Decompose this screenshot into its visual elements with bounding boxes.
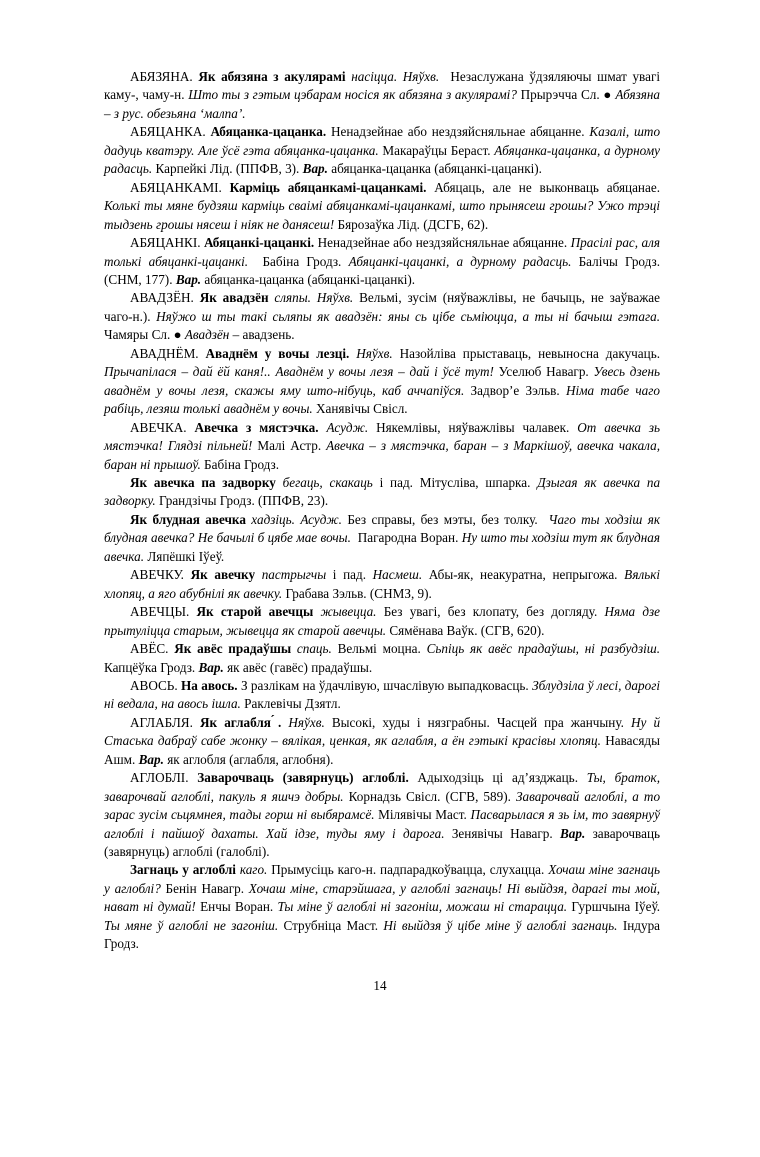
example: Няўжо ш ты такі сьляпы як авадзён: яны сь цібе сьміюцца, а ты ні бачыш гэтага. xyxy=(156,308,660,324)
source: Зенявічы Навагр. xyxy=(451,825,553,841)
example: Казалі, што дадуць кватэру. Але ўсё гэта абяцанка-цацанка. xyxy=(104,124,661,158)
page-number: 14 xyxy=(373,978,387,993)
idiom: Аваднём у вочы лезці. xyxy=(205,345,350,361)
example: Заварочвай аглоблі, а то зарас зусім сьцямнея, тады горш ні выбярамсё. xyxy=(104,788,661,823)
example: Прычапілася – дай ёй каня!.. Аваднём у вочы лезя – дай і ўсё тут! xyxy=(104,364,494,380)
example: Што ты з гэтым цэбарам носіся як абязяна з акулярамі? xyxy=(188,87,517,103)
idiom-tail: каго. xyxy=(239,862,268,878)
source: Грабава Зэльв. (СНМЗ, 9). xyxy=(285,585,432,601)
example: Увесь дзень аваднём у вочы лезя, скажы яму што-нібуць, каб аччапіўся. xyxy=(104,364,660,398)
example: Ну што ты ходзіш тут як блудная авечка. xyxy=(104,530,660,564)
source: Чамяры Сл. xyxy=(104,327,171,343)
variant-label: Вар. xyxy=(302,161,328,177)
dictionary-entry-aglablya xyxy=(104,714,660,769)
source: Струбніца Маст. xyxy=(283,917,379,933)
usage-label: Няўхв. xyxy=(316,290,354,306)
source: Макараўцы Бераст. xyxy=(382,142,491,158)
idiom: Авечка з мястэчка. xyxy=(194,419,319,435)
source: Раклевічы Дзятл. xyxy=(244,696,341,712)
idiom: Загнаць у аглоблі xyxy=(130,862,236,878)
source: Задвор’е Зэльв. xyxy=(470,382,560,398)
definition: Вельмі моцна. xyxy=(337,641,421,657)
page-body xyxy=(104,68,660,954)
definition: Без справы, без мэты, без толку. xyxy=(347,511,538,527)
example: Колькі ты мяне будзяш карміць сваімі абяцанкамі-цацанкамі, што прынясеш грошы? Ужо трэці тыдзень грошы нясеш і ніяк не данясеш! xyxy=(104,198,660,232)
idiom: Як авадзён xyxy=(199,290,269,306)
usage-label: Асудж. xyxy=(326,419,369,435)
definition: Ненадзейнае або нездзяйсняльнае абяцанне. xyxy=(317,235,568,251)
example: Авечка – з мястэчка, баран – з Маркішоў, авечка чакала, баран ні прышоў. xyxy=(104,438,660,472)
source: Індура Гродз. xyxy=(104,917,661,952)
idiom-tail: хадзіць. xyxy=(251,511,295,527)
idiom-tail: пастрыгчы xyxy=(261,567,327,583)
definition: Высокі, худы і нязграбны. Часцей пра жанчыну. xyxy=(331,714,624,730)
source: Ляпёшкі Іўеў. xyxy=(147,548,225,564)
example: Пасварылася я зь ім, то завярнуў аглоблі і пайшоў дахаты. Хай ідзе, туды яму і дарога. xyxy=(104,807,661,841)
example: Ні выйдзя ў цібе міне ў аглоблі загнаць. xyxy=(383,917,618,933)
example: Хочаш міне, старэйшага, у аглоблі загнаць! Ні выйдзя, дарагі ты мой, нават ні думай! xyxy=(104,880,661,915)
variant-label: Вар. xyxy=(198,659,224,675)
source: Бенін Навагр. xyxy=(165,880,245,896)
source: Гуршчына Іўеў. xyxy=(571,899,661,915)
dictionary-entry-abyazyana xyxy=(104,68,660,123)
dictionary-entry-avechka xyxy=(104,419,660,474)
idiom-tail: жывецца. xyxy=(320,604,377,620)
dictionary-entry-avyos xyxy=(104,640,660,677)
idiom: Як авечку xyxy=(190,567,256,583)
definition: Без увагі, без клопату, без догляду. xyxy=(383,604,598,620)
dictionary-entry-avechku xyxy=(104,566,660,603)
source: Бабіна Гродз. xyxy=(204,456,280,472)
headword: АГЛАБЛЯ. xyxy=(130,714,193,730)
example: Зблудзіла ў лесі, дарогі ні ведала, на авось ішла. xyxy=(104,677,661,712)
dictionary-subentry-zagnac-u-aglobli xyxy=(104,861,660,953)
etymology-note: – авадзень. xyxy=(229,327,295,343)
usage-label: Насмеш. xyxy=(372,567,423,583)
idiom-tail-plain: і пад. xyxy=(379,474,413,490)
dictionary-entry-avadnyom xyxy=(104,345,660,419)
headword: АВОСЬ. xyxy=(130,677,178,693)
example: Дзыгая як авечка па задворку. xyxy=(104,474,661,509)
dictionary-subentry-yak-avechka-pa-zadvorku xyxy=(104,474,660,511)
idiom: Заварочваць (завярнуць) аглоблі. xyxy=(197,770,409,786)
headword: АБЯЗЯНА. xyxy=(130,69,193,84)
usage-label: Няўхв. xyxy=(288,714,325,730)
source: Балічы Гродз. (СНМ, 177). xyxy=(104,253,661,287)
headword: АВЕЧЦЫ. xyxy=(130,604,190,620)
source: Грандзічы Гродз. (ППФВ, 23). xyxy=(158,493,329,509)
idiom: Абяцанкі-цацанкі. xyxy=(203,235,315,251)
source: Навасяды Ашм. xyxy=(104,733,660,767)
idiom-tail: сляпы. xyxy=(274,290,311,306)
source: Бярозаўка Лід. (ДСГБ, 62). xyxy=(337,216,489,232)
dictionary-entry-aglobli xyxy=(104,769,660,861)
source: Корнадзь Свісл. (СГВ, 589). xyxy=(348,788,511,804)
variant-label: Вар. xyxy=(175,271,202,287)
example: Ну й Стаська дабраў сабе жонку – вялікая, ценкая, як аглабля, а ён гэтыкі красівы хлопяц. xyxy=(104,714,661,749)
usage-label: Няўхв. xyxy=(402,69,440,84)
example: Ты мяне ў аглоблі не загоніш. xyxy=(104,917,279,933)
idiom: На авось. xyxy=(181,677,238,693)
variant: як авёс (гавёс) прадаўшы. xyxy=(227,659,373,675)
idiom-tail: бегаць, скакаць xyxy=(282,474,373,490)
dictionary-entry-avechcy xyxy=(104,603,660,640)
dictionary-entry-abyacanki xyxy=(104,234,660,289)
idiom-tail: насіцца. xyxy=(351,69,398,84)
dictionary-subentry-yak-bludnaya-avechka xyxy=(104,511,660,566)
headword: АБЯЦАНКІ. xyxy=(130,235,201,251)
idiom: Карміць абяцанкамі-цацанкамі. xyxy=(229,179,427,195)
idiom: Абяцанка-цацанка. xyxy=(210,124,327,140)
dictionary-entry-avos xyxy=(104,677,660,714)
bullet-marker: ● xyxy=(173,327,182,343)
source: Сямёнава Ваўк. (СГВ, 620). xyxy=(389,622,545,638)
definition: Мітусліва, шпарка. xyxy=(419,474,531,490)
headword: АВЕЧКА. xyxy=(130,419,187,435)
idiom-tail-plain: і пад. xyxy=(332,567,367,583)
example: Хочаш міне загнаць у аглоблі? xyxy=(104,862,661,896)
dictionary-entry-abyacankami xyxy=(104,179,660,234)
definition: Някемлівы, няўважлівы чалавек. xyxy=(376,419,570,435)
dictionary-entry-abyacanka xyxy=(104,123,660,178)
bullet-marker: ● xyxy=(603,87,612,103)
definition: Незаслужана ўдзяляючы шмат увагі каму-, чаму-н. xyxy=(104,69,661,103)
idiom: Як старой авечцы xyxy=(196,604,314,620)
definition: Вельмі, зусім (няўважлівы, не бачыць, не заўважае чаго-н.). xyxy=(104,290,661,324)
definition: Назойліва прыставаць, невыносна дакучаць. xyxy=(399,345,661,361)
idiom: Як авёс прадаўшы xyxy=(174,641,292,657)
variant: заварочваць (завярнуць) аглоблі (галоблі). xyxy=(104,825,661,860)
source: Капцёўка Гродз. xyxy=(104,659,196,675)
definition: З разлікам на ўдачлівую, шчаслівую выпадковасць. xyxy=(240,677,529,693)
usage-label: Асудж. xyxy=(300,511,342,527)
headword: АВЕЧКУ. xyxy=(130,567,184,583)
idiom: Як аглабля ́. xyxy=(200,714,282,730)
dictionary-entry-avadzyon xyxy=(104,289,660,344)
headword: АВАДНЁМ. xyxy=(130,345,199,361)
source: Ханявічы Свісл. xyxy=(316,401,408,417)
example: Няма дзе прытуліцца старым, жывецца як старой авечцы. xyxy=(104,604,661,638)
idiom: Як авечка па задворку xyxy=(130,474,276,490)
source: Карпейкі Лід. (ППФВ, 3). xyxy=(155,161,300,177)
source: Уселюб Навагр. xyxy=(498,364,589,380)
definition: Адыходзіць ці ад’язджаць. xyxy=(417,770,578,786)
idiom: Як абязяна з акулярамі xyxy=(198,69,346,84)
usage-label: Няўхв. xyxy=(356,345,393,361)
example: Німа табе чаго рабіць, лезяш толькі аваднём у вочы. xyxy=(104,382,661,417)
source: Прырэчча Сл. xyxy=(520,87,600,103)
etymology-note: Абязяна – з рус. обезьяна ‘малпа’. xyxy=(104,87,661,121)
example: Прасілі рас, аля толькі абяцанкі-цацанкі. xyxy=(104,235,660,269)
definition: Абы-як, неакуратна, непрыгожа. xyxy=(428,567,618,583)
example: Ты, браток, заварочвай аглоблі, пакуль я яшчэ добры. xyxy=(104,770,661,804)
variant-label: Вар. xyxy=(560,825,586,841)
headword: АБЯЦАНКАМІ. xyxy=(130,179,222,195)
definition: Абяцаць, але не выконваць абяцанае. xyxy=(434,179,660,195)
headword: АБЯЦАНКА. xyxy=(130,124,206,140)
variant: абяцанка-цацанка (абяцанкі-цацанкі). xyxy=(331,161,542,177)
idiom-tail: спаць. xyxy=(296,641,332,657)
idiom: Як блудная авечка xyxy=(130,511,246,527)
example: Сьпіць як авёс прадаўшы, ні разбудзіш. xyxy=(426,641,661,657)
definition: Ненадзейнае або нездзяйсняльнае абяцанне. xyxy=(330,124,585,140)
source: Пагародна Воран. xyxy=(357,530,459,546)
source: Бабіна Гродз. xyxy=(262,253,342,269)
example: Вялькі хлопяц, а яго абубнілі як авечку. xyxy=(104,567,661,601)
example: Ты міне ў аглоблі ні загоніш, можаш ні старацца. xyxy=(277,899,568,915)
headword: АГЛОБЛІ. xyxy=(130,770,189,786)
variant: як аглобля (аглабля, аглобня). xyxy=(167,751,334,767)
example: От авечка зь мястэчка! Глядзі пільней! xyxy=(104,419,661,454)
variant: абяцанка-цацанка (абяцанкі-цацанкі). xyxy=(204,271,416,287)
source: Мілявічы Маст. xyxy=(378,807,467,823)
source: Малі Астр. xyxy=(257,438,322,454)
definition: Прымусіць каго-н. падпарадкоўвацца, слухацца. xyxy=(271,862,545,878)
headword: АВЁС. xyxy=(130,641,169,657)
source: Енчы Воран. xyxy=(200,899,274,915)
etymology-headword: Авадзён xyxy=(184,327,230,343)
variant-label: Вар. xyxy=(138,751,164,767)
example: Абяцанка-цацанка, а дурному радасць. xyxy=(104,142,660,177)
example: Чаго ты ходзіш як блудная авечка? Не бачылі б цябе мае вочы. xyxy=(104,511,660,546)
headword: АВАДЗЁН. xyxy=(130,290,194,306)
example: Абяцанкі-цацанкі, а дурному радасць. xyxy=(348,253,572,269)
